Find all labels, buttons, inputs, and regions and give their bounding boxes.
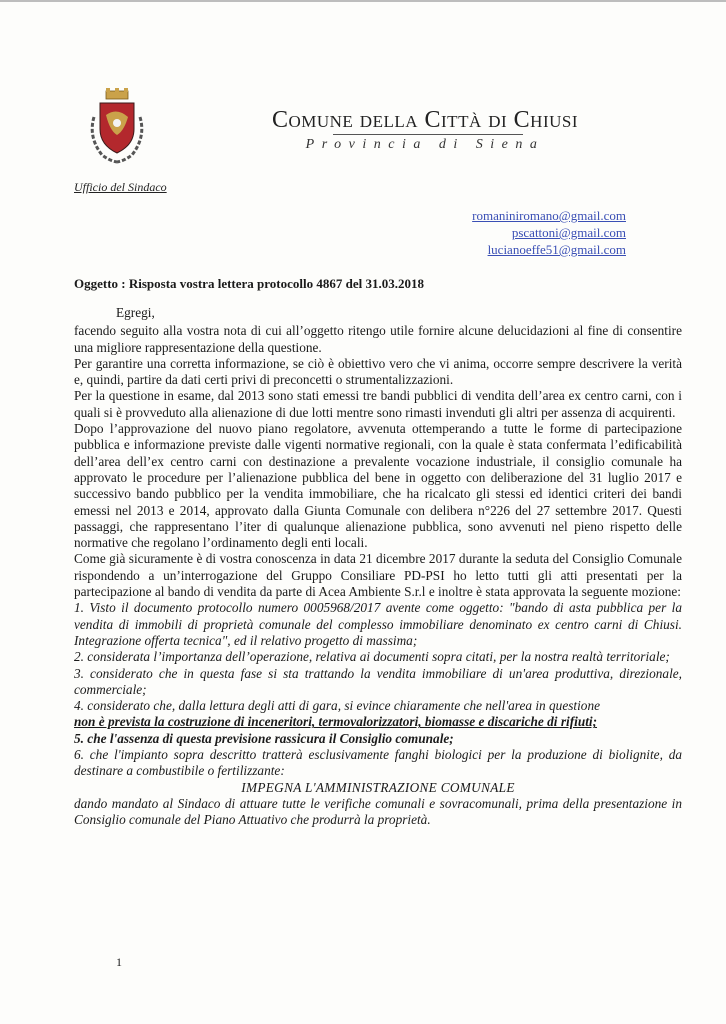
- paragraph: facendo seguito alla vostra nota di cui all’oggetto ritengo utile fornire alcune delucidazioni al fine di consentire una migliore rappresentazione della questione.: [74, 323, 682, 355]
- recipient-email[interactable]: pscattoni@gmail.com: [511, 225, 626, 240]
- municipal-crest-icon: [84, 87, 150, 165]
- motion-item: 4. considerato che, dalla lettura degli atti di gara, si evince chiaramente che nell'area in questione: [74, 698, 600, 714]
- paragraph: Per garantire una corretta informazione, se ciò è obiettivo vero che vi anima, occorre sempre descrivere la verità e, quindi, partire da dati certi privi di preconcetti o strumentalizzazioni.: [74, 355, 682, 388]
- paragraph: Dopo l’approvazione del nuovo piano regolatore, avvenuta ottemperando a tutte le forme di partecipazione pubblica e informazione previste dalle vigenti normative regionali, con la quale è stata confermata l’edificabilità dell’area dell’ex centro carni con destinazione a prevalente vocazione industriale, il consiglio comunale ha approvato le procedure per l’alienazione pubblica del bene in oggetto con deliberazione del 31 luglio 2017 e successivo bando pubblico per la vendita immobiliare, che ha ricalcato gli stessi ed identici criteri dei bandi emessi nel 2013 e 2014, approvato dalla Giunta Comunale con delibera n°226 del 27 settembre 2017. Questi passaggi, che rappresentano l’iter di qualunque alienazione pubblica, sono avvenuti nel pieno rispetto delle normative che regolano l’ordinamento degli enti locali.: [74, 421, 682, 551]
- recipient-email[interactable]: romaniniromano@gmail.com: [472, 208, 626, 223]
- letter-body: [74, 305, 682, 829]
- salutation: Egregi,: [116, 305, 155, 320]
- motion-heading: IMPEGNA L'AMMINISTRAZIONE COMUNALE: [241, 779, 515, 795]
- recipient-list: [472, 207, 626, 258]
- motion-item: 2. considerata l’importanza dell’operazione, relativa ai documenti sopra citati, per la nostra realtà territoriale;: [74, 649, 670, 665]
- recipient-email[interactable]: lucianoeffe51@gmail.com: [487, 242, 626, 257]
- motion-item-emphasis: non è prevista la costruzione di inceneritori, termovalorizzatori, biomasse e discariche di rifiuti;: [74, 714, 598, 730]
- organization-subtitle: Provincia di Siena: [305, 137, 545, 152]
- organization-name: Comune della Città di Chiusi: [271, 107, 579, 133]
- scan-edge: [0, 0, 726, 2]
- motion-item: 6. che l'impianto sopra descritto tratterà esclusivamente fanghi biologici per la produzione di biolignite, da destinare a combustibile o fertilizzante:: [74, 747, 682, 779]
- closing-paragraph: dando mandato al Sindaco di attuare tutte le verifiche comunali e sovracomunali, prima della presentazione in Consiglio comunale del Piano Attuativo che produrrà la proprietà.: [74, 795, 682, 828]
- paragraph: Per la questione in esame, dal 2013 sono stati emessi tre bandi pubblici di vendita dell’area ex centro carni, con i quali si è provveduto alla alienazione di due lotti mentre sono rimasti invenduti gli altri per assenza di acquirenti.: [74, 388, 682, 420]
- motion-item: 5. che l'assenza di questa previsione rassicura il Consiglio comunale;: [74, 730, 454, 746]
- header-rule: [333, 134, 523, 135]
- page-number: 1: [116, 955, 122, 969]
- motion-item: 1. Visto il documento protocollo numero 0005968/2017 avente come oggetto: "bando di asta pubblica per la vendita di immobili di proprietà comunale del complesso immobiliare denominato ex centro carni di Chiusi. Integrazione offerta tecnica", ed il relativo progetto di massima;: [74, 600, 682, 648]
- paragraph: Come già sicuramente è di vostra conoscenza in data 21 dicembre 2017 durante la seduta del Consiglio Comunale rispondendo a un’interrogazione del Gruppo Consiliare PD-PSI ho letto tutti gli atti presentati per la partecipazione al bando di vendita da parte di Acea Ambiente S.r.l e inoltre è stata approvata la seguente mozione:: [74, 551, 682, 600]
- subject-line: Oggetto : Risposta vostra lettera protocollo 4867 del 31.03.2018: [74, 276, 424, 291]
- office-label: Ufficio del Sindaco: [74, 180, 167, 194]
- motion-item: 3. considerato che in questa fase si sta trattando la vendita immobiliare di un'area produttiva, direzionale, commerciale;: [74, 665, 682, 697]
